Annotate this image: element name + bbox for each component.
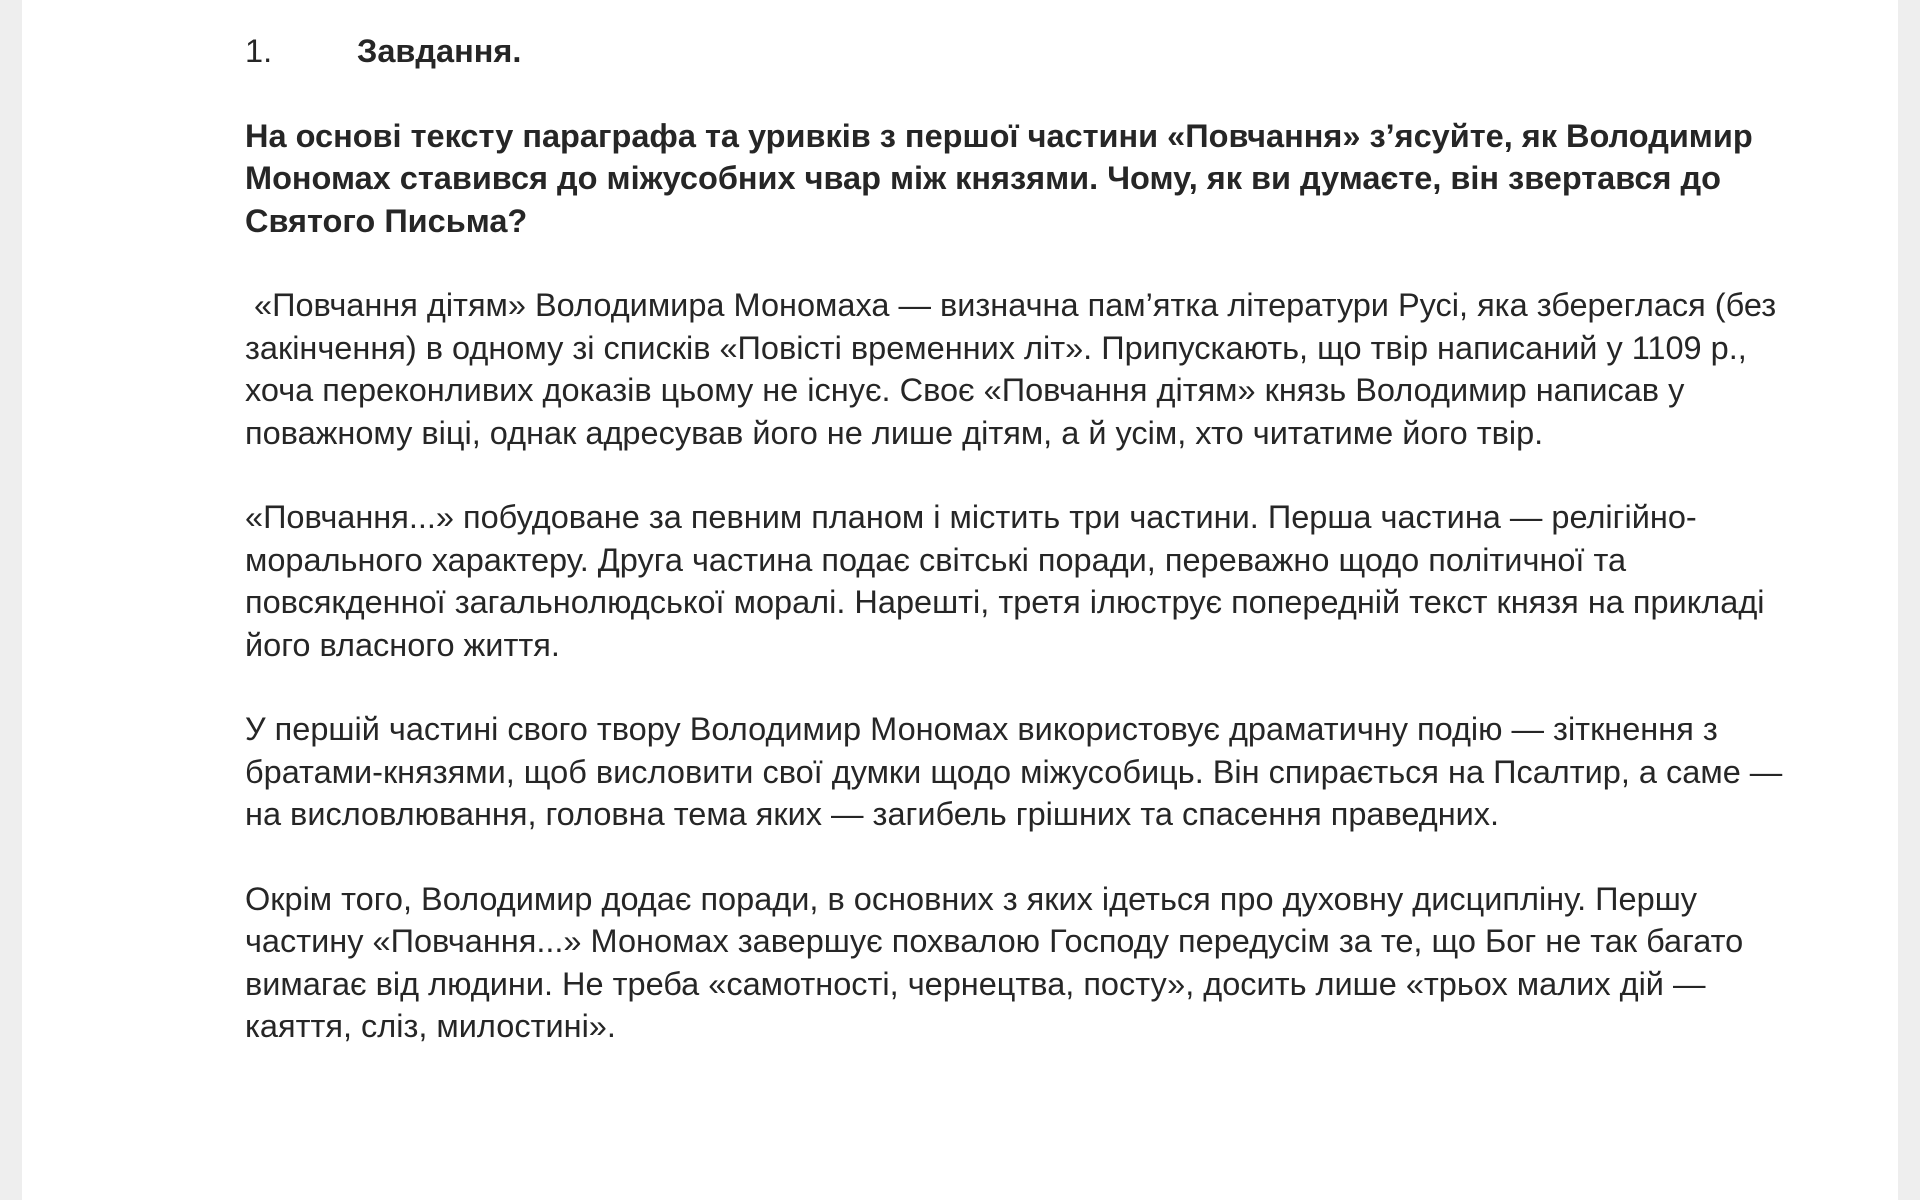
paragraph-structure: «Повчання...» побудоване за певним планом і містить три частини. Перша частина — релігійно-морального характеру. Друга частина подає світські поради, переважно щодо політичної та повсякденної загальнолюдської моралі. Нарешті, третя ілюструє попередній текст князя на прикладі його власного життя.	[245, 499, 1765, 663]
document-content	[245, 30, 1805, 1048]
task-question: На основі тексту параграфа та уривків з першої частини «Повчання» з’ясуйте, як Володимир Мономах ставився до міжусобних чвар між князями. Чому, як ви думаєте, він звертався до Святого Письма?	[245, 117, 1753, 239]
section-heading	[245, 30, 1805, 73]
paragraph-advice: Окрім того, Володимир додає поради, в основних з яких ідеться про духовну дисципліну. Першу частину «Повчання...» Мономах завершує похвалою Господу передусім за те, що Бог не так багато вимагає від людини. Не треба «самотності, чернецтва, посту», досить лише «трьох малих дій — каяття, сліз, милостині».	[245, 880, 1744, 1044]
paragraph-first-part: У першій частині свого твору Володимир Мономах використовує драматичну подію — зіткнення з братами-князями, щоб висловити свої думки щодо міжусобиць. Він спирається на Псалтир, а саме — на висловлювання, головна тема яких — загибель грішних та спасення праведних.	[245, 711, 1783, 832]
section-number: 1.	[245, 33, 273, 69]
section-title: Завдання.	[357, 33, 522, 69]
document-page	[22, 0, 1898, 1200]
paragraph-intro: «Повчання дітям» Володимира Мономаха — визначна пам’ятка літератури Русі, яка збереглася (без закінчення) в одному зі списків «Повісті временних літ». Припускають, що твір написаний у 1109 р., хоча переконливих доказів цьому не існує. Своє «Повчання дітям» князь Володимир написав у поважному віці, однак адресував його не лише дітям, а й усім, хто читатиме його твір.	[245, 287, 1777, 451]
